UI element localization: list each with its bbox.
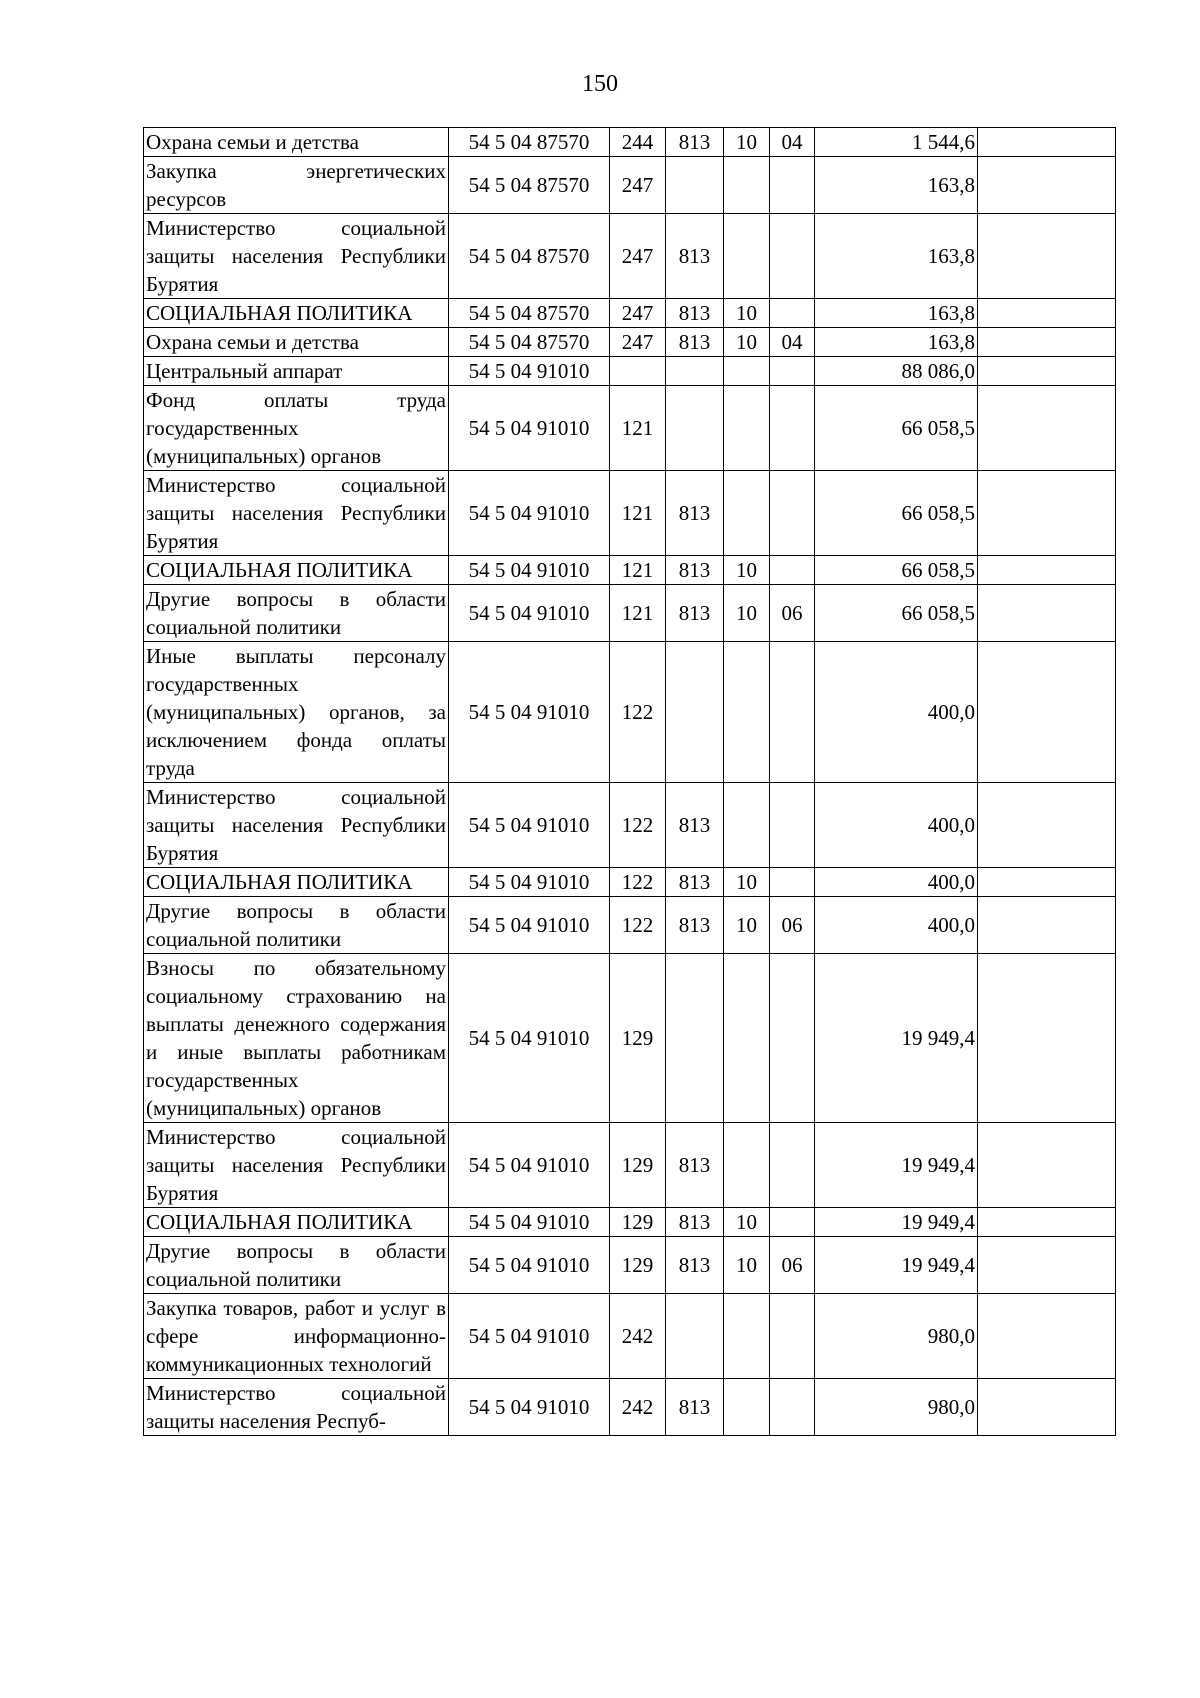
cell-name: Центральный аппарат: [144, 357, 449, 386]
cell-empty: [978, 1123, 1116, 1208]
cell-subsection: 04: [770, 128, 815, 157]
cell-section: [724, 954, 770, 1123]
table-row: [144, 471, 1116, 556]
table-row: [144, 897, 1116, 954]
cell-grbs: [666, 386, 724, 471]
cell-section: 10: [724, 868, 770, 897]
cell-section: [724, 157, 770, 214]
cell-sum: 400,0: [815, 897, 978, 954]
cell-expense-type: 122: [610, 642, 666, 783]
cell-subsection: [770, 556, 815, 585]
cell-name: Фонд оплаты труда государственных (муниципальных) органов: [144, 386, 449, 471]
table-row: [144, 1294, 1116, 1379]
table-row: [144, 328, 1116, 357]
cell-section: [724, 1123, 770, 1208]
cell-name: Охрана семьи и детства: [144, 128, 449, 157]
cell-name: Закупка энергетических ресурсов: [144, 157, 449, 214]
cell-target-article: 54 5 04 91010: [449, 642, 610, 783]
cell-empty: [978, 868, 1116, 897]
cell-section: 10: [724, 128, 770, 157]
cell-expense-type: 129: [610, 1123, 666, 1208]
cell-subsection: [770, 1294, 815, 1379]
cell-grbs: 813: [666, 585, 724, 642]
cell-sum: 980,0: [815, 1294, 978, 1379]
cell-subsection: [770, 1123, 815, 1208]
cell-target-article: 54 5 04 87570: [449, 299, 610, 328]
cell-target-article: 54 5 04 91010: [449, 471, 610, 556]
cell-section: 10: [724, 585, 770, 642]
cell-target-article: 54 5 04 91010: [449, 357, 610, 386]
cell-sum: 66 058,5: [815, 585, 978, 642]
cell-expense-type: 242: [610, 1379, 666, 1436]
cell-name: СОЦИАЛЬНАЯ ПОЛИТИКА: [144, 1208, 449, 1237]
cell-expense-type: 129: [610, 1208, 666, 1237]
cell-section: [724, 783, 770, 868]
cell-name: Министерство социальной защиты населения Респуб-: [144, 1379, 449, 1436]
cell-name: Министерство социальной защиты населения Республики Бурятия: [144, 471, 449, 556]
cell-section: [724, 1379, 770, 1436]
cell-subsection: [770, 214, 815, 299]
cell-expense-type: 247: [610, 214, 666, 299]
cell-subsection: 06: [770, 585, 815, 642]
cell-grbs: 813: [666, 783, 724, 868]
cell-sum: 400,0: [815, 783, 978, 868]
cell-target-article: 54 5 04 91010: [449, 1208, 610, 1237]
cell-grbs: 813: [666, 897, 724, 954]
cell-section: 10: [724, 556, 770, 585]
cell-expense-type: 244: [610, 128, 666, 157]
cell-grbs: 813: [666, 471, 724, 556]
cell-target-article: 54 5 04 91010: [449, 954, 610, 1123]
cell-subsection: [770, 299, 815, 328]
cell-grbs: [666, 954, 724, 1123]
cell-name: СОЦИАЛЬНАЯ ПОЛИТИКА: [144, 556, 449, 585]
cell-subsection: [770, 1208, 815, 1237]
cell-grbs: 813: [666, 214, 724, 299]
cell-sum: 400,0: [815, 642, 978, 783]
table-row: [144, 1237, 1116, 1294]
cell-sum: 163,8: [815, 299, 978, 328]
cell-sum: 1 544,6: [815, 128, 978, 157]
cell-target-article: 54 5 04 91010: [449, 783, 610, 868]
cell-subsection: [770, 642, 815, 783]
cell-section: 10: [724, 328, 770, 357]
cell-grbs: 813: [666, 328, 724, 357]
cell-sum: 66 058,5: [815, 556, 978, 585]
cell-empty: [978, 585, 1116, 642]
cell-sum: 980,0: [815, 1379, 978, 1436]
cell-grbs: 813: [666, 1208, 724, 1237]
cell-sum: 163,8: [815, 328, 978, 357]
cell-subsection: [770, 471, 815, 556]
cell-sum: 163,8: [815, 214, 978, 299]
cell-section: [724, 386, 770, 471]
cell-subsection: [770, 357, 815, 386]
table-row: [144, 642, 1116, 783]
cell-name: Министерство социальной защиты населения Республики Бурятия: [144, 783, 449, 868]
cell-empty: [978, 954, 1116, 1123]
cell-empty: [978, 328, 1116, 357]
cell-name: Другие вопросы в области социальной политики: [144, 1237, 449, 1294]
cell-expense-type: 247: [610, 299, 666, 328]
cell-target-article: 54 5 04 91010: [449, 868, 610, 897]
table-row: [144, 214, 1116, 299]
cell-grbs: 813: [666, 556, 724, 585]
cell-section: 10: [724, 1208, 770, 1237]
cell-section: [724, 1294, 770, 1379]
table-row: [144, 299, 1116, 328]
cell-subsection: [770, 386, 815, 471]
cell-name: Министерство социальной защиты населения Республики Бурятия: [144, 1123, 449, 1208]
cell-sum: 19 949,4: [815, 1237, 978, 1294]
cell-target-article: 54 5 04 87570: [449, 157, 610, 214]
cell-empty: [978, 386, 1116, 471]
cell-section: [724, 642, 770, 783]
cell-expense-type: 121: [610, 471, 666, 556]
cell-target-article: 54 5 04 91010: [449, 897, 610, 954]
cell-grbs: 813: [666, 1123, 724, 1208]
cell-target-article: 54 5 04 91010: [449, 1123, 610, 1208]
cell-name: Иные выплаты персоналу государственных (муниципальных) органов, за исключением фонда оплаты труда: [144, 642, 449, 783]
cell-grbs: 813: [666, 1237, 724, 1294]
cell-expense-type: 122: [610, 868, 666, 897]
cell-subsection: [770, 157, 815, 214]
cell-name: Взносы по обязательному социальному страхованию на выплаты денежного содержания и иные выплаты работникам государственных (муниципальных) органов: [144, 954, 449, 1123]
cell-grbs: [666, 157, 724, 214]
cell-grbs: 813: [666, 1379, 724, 1436]
cell-target-article: 54 5 04 87570: [449, 328, 610, 357]
cell-section: 10: [724, 897, 770, 954]
table-row: [144, 1123, 1116, 1208]
cell-subsection: [770, 868, 815, 897]
cell-target-article: 54 5 04 91010: [449, 1294, 610, 1379]
cell-name: СОЦИАЛЬНАЯ ПОЛИТИКА: [144, 868, 449, 897]
cell-subsection: 06: [770, 1237, 815, 1294]
cell-empty: [978, 783, 1116, 868]
table-row: [144, 357, 1116, 386]
cell-empty: [978, 556, 1116, 585]
cell-empty: [978, 128, 1116, 157]
cell-grbs: 813: [666, 128, 724, 157]
cell-expense-type: 121: [610, 556, 666, 585]
cell-target-article: 54 5 04 91010: [449, 585, 610, 642]
cell-section: 10: [724, 299, 770, 328]
cell-grbs: [666, 357, 724, 386]
cell-section: [724, 471, 770, 556]
cell-expense-type: 129: [610, 1237, 666, 1294]
cell-expense-type: 122: [610, 897, 666, 954]
cell-expense-type: 121: [610, 386, 666, 471]
cell-target-article: 54 5 04 91010: [449, 386, 610, 471]
cell-empty: [978, 357, 1116, 386]
cell-expense-type: [610, 357, 666, 386]
cell-section: [724, 357, 770, 386]
cell-name: Охрана семьи и детства: [144, 328, 449, 357]
cell-grbs: 813: [666, 299, 724, 328]
table-row: [144, 1379, 1116, 1436]
cell-grbs: [666, 642, 724, 783]
cell-expense-type: 129: [610, 954, 666, 1123]
cell-expense-type: 121: [610, 585, 666, 642]
cell-sum: 88 086,0: [815, 357, 978, 386]
cell-subsection: 06: [770, 897, 815, 954]
cell-subsection: 04: [770, 328, 815, 357]
table-row: [144, 556, 1116, 585]
cell-target-article: 54 5 04 91010: [449, 556, 610, 585]
cell-sum: 19 949,4: [815, 1208, 978, 1237]
cell-sum: 66 058,5: [815, 386, 978, 471]
cell-empty: [978, 1379, 1116, 1436]
table-body: [144, 128, 1116, 1436]
table-row: [144, 128, 1116, 157]
cell-target-article: 54 5 04 91010: [449, 1237, 610, 1294]
cell-subsection: [770, 1379, 815, 1436]
cell-empty: [978, 897, 1116, 954]
cell-empty: [978, 214, 1116, 299]
cell-name: Закупка товаров, работ и услуг в сфере информационно-коммуникационных технологий: [144, 1294, 449, 1379]
cell-grbs: [666, 1294, 724, 1379]
cell-subsection: [770, 954, 815, 1123]
cell-subsection: [770, 783, 815, 868]
cell-target-article: 54 5 04 91010: [449, 1379, 610, 1436]
page-number: 150: [582, 71, 618, 97]
cell-sum: 19 949,4: [815, 954, 978, 1123]
cell-name: Министерство социальной защиты населения Республики Бурятия: [144, 214, 449, 299]
cell-empty: [978, 1208, 1116, 1237]
cell-section: 10: [724, 1237, 770, 1294]
table-row: [144, 157, 1116, 214]
table-row: [144, 954, 1116, 1123]
cell-expense-type: 247: [610, 157, 666, 214]
table-row: [144, 783, 1116, 868]
cell-grbs: 813: [666, 868, 724, 897]
cell-sum: 163,8: [815, 157, 978, 214]
budget-table: [143, 127, 1116, 1436]
table-row: [144, 386, 1116, 471]
cell-name: Другие вопросы в области социальной политики: [144, 897, 449, 954]
cell-empty: [978, 642, 1116, 783]
table-row: [144, 1208, 1116, 1237]
cell-sum: 19 949,4: [815, 1123, 978, 1208]
cell-name: СОЦИАЛЬНАЯ ПОЛИТИКА: [144, 299, 449, 328]
cell-name: Другие вопросы в области социальной политики: [144, 585, 449, 642]
cell-section: [724, 214, 770, 299]
cell-sum: 66 058,5: [815, 471, 978, 556]
cell-sum: 400,0: [815, 868, 978, 897]
table-row: [144, 585, 1116, 642]
cell-empty: [978, 471, 1116, 556]
cell-empty: [978, 157, 1116, 214]
cell-empty: [978, 1294, 1116, 1379]
cell-expense-type: 247: [610, 328, 666, 357]
cell-target-article: 54 5 04 87570: [449, 128, 610, 157]
cell-expense-type: 122: [610, 783, 666, 868]
cell-expense-type: 242: [610, 1294, 666, 1379]
cell-empty: [978, 1237, 1116, 1294]
table-row: [144, 868, 1116, 897]
cell-empty: [978, 299, 1116, 328]
cell-target-article: 54 5 04 87570: [449, 214, 610, 299]
